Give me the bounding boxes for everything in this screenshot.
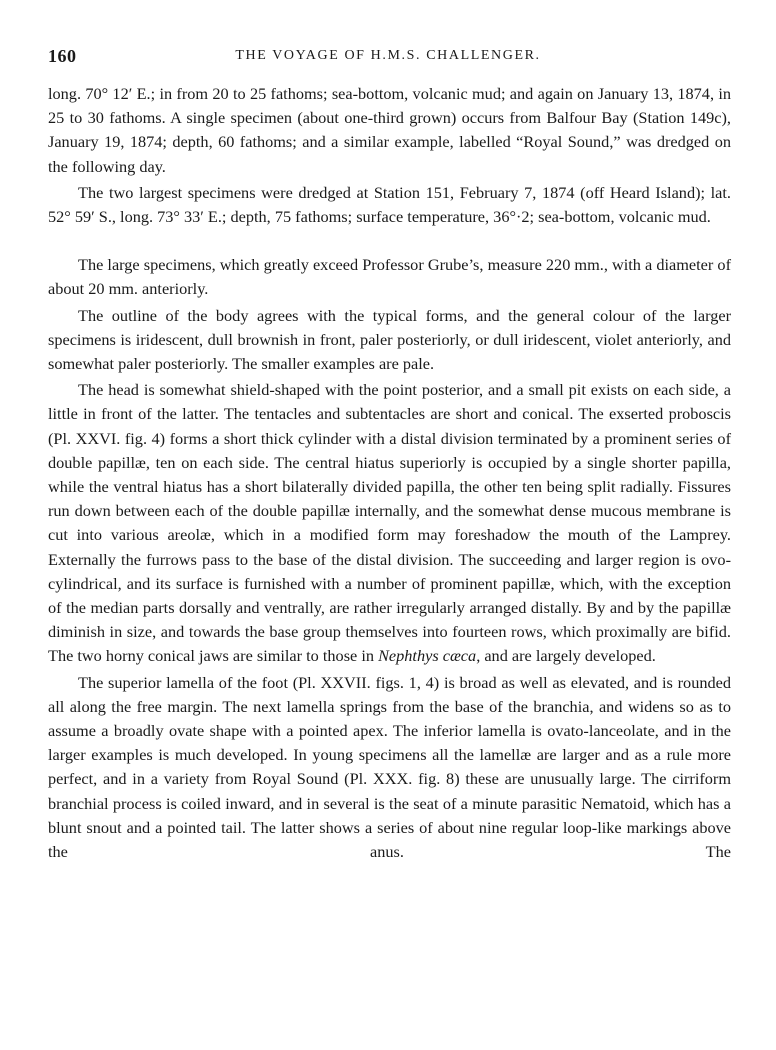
- paragraph-head-description: [48, 378, 731, 668]
- page-header: [48, 46, 728, 70]
- running-title: THE VOYAGE OF H.M.S. CHALLENGER.: [235, 48, 541, 63]
- head-description-text: The head is somewhat shield-shaped with the point posterior, and a small pit exists on each side, a little in front of the latter. The tentacles and subtentacles are short and conical. The exserted proboscis (Pl. XXVI. fig. 4) forms a short thick cylinder with a distal division terminated by a prominent series of double papillæ, ten on each side. The central hiatus superiorly is occupied by a single shorter papilla, while the ventral hiatus has a short bilaterally divided papilla, the other ten being split radially. Fissures run down between each of the double papillæ internally, and the somewhat dense mucous membrane is cut into various areolæ, which in a modified form may foreshadow the mouth of the Lamprey. Externally the furrows pass to the base of the distal division. The succeeding and larger region is ovo-cylindrical, and its surface is furnished with a number of prominent papillæ, which, with the exception of the median parts dorsally and ventrally, are rather irregularly arranged distally. By and by the papillæ diminish in size, and towards the base group themselves into fourteen rows, which proximally are bifid. The two horny conical jaws are similar to those in: [48, 380, 731, 666]
- species-name: Nephthys cæca: [378, 646, 477, 666]
- paragraph-large-specimens: The large specimens, which greatly exceed Professor Grube’s, measure 220 mm., with a diameter of about 20 mm. anteriorly.: [48, 255, 731, 299]
- paragraph-body-outline: The outline of the body agrees with the typical forms, and the general colour of the larger specimens is iridescent, dull brownish in front, paler posteriorly, or dull iridescent, violet anteriorly, and somewhat paler posteriorly. The smaller examples are pale.: [48, 305, 731, 374]
- paragraph-foot-lamella: The superior lamella of the foot (Pl. XXVII. figs. 1, 4) is broad as well as elevated, and is rounded all along the free margin. The next lamella springs from the base of the branchia, and widens so as to assume a broadly ovate shape with a pointed apex. The inferior lamella is ovato-lanceolate, and in the larger examples is much developed. In young specimens all the lamellæ are larger and as a rule more perfect, and in a variety from Royal Sound (Pl. XXX. fig. 8) these are unusually large. The cirriform branchial process is coiled inward, and in several is the seat of a minute parasitic Nematoid, which has a blunt snout and a pointed tail. The latter shows a series of about nine regular loop-like markings above the anus. The: [48, 672, 731, 862]
- body-text: [48, 82, 731, 864]
- paragraph-station-151: The two largest specimens were dredged at Station 151, February 7, 1874 (off Heard Island); lat. 52° 59′ S., long. 73° 33′ E.; depth, 75 fathoms; surface temperature, 36°·2; sea-bottom, volcanic mud.: [48, 182, 731, 227]
- paragraph-continuation: long. 70° 12′ E.; in from 20 to 25 fathoms; sea-bottom, volcanic mud; and again on January 13, 1874, in 25 to 30 fathoms. A single specimen (about one-third grown) occurs from Balfour Bay (Station 149c), January 19, 1874; depth, 60 fathoms; and a similar example, labelled “Royal Sound,” was dredged on the following day.: [48, 84, 731, 176]
- page-number: 160: [48, 46, 77, 66]
- head-description-ending: , and are largely developed.: [476, 646, 656, 666]
